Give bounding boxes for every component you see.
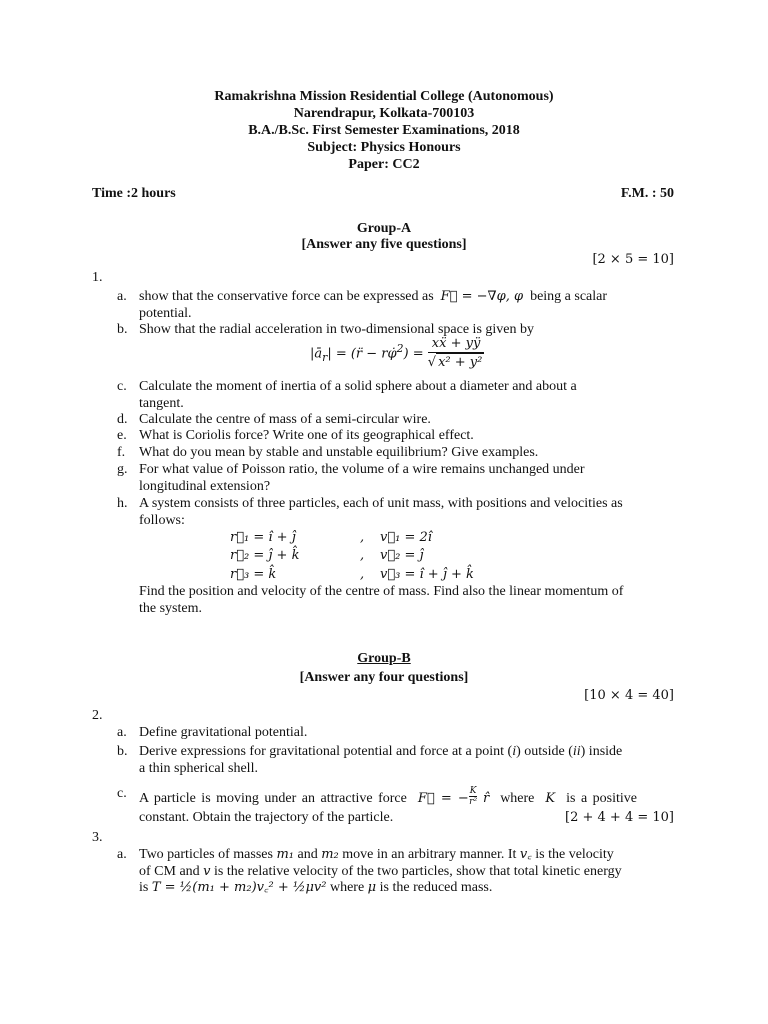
eq-sub: r <box>322 351 328 365</box>
exam-name: B.A./B.Sc. First Semester Examinations, 2018 <box>248 123 520 138</box>
kinetic-energy-formula: T = ½(m₁ + m₂)v꜀² + ½μv² <box>151 880 327 895</box>
radial-acceleration-equation <box>310 336 484 372</box>
item-text-cont: longitudinal extension? <box>139 478 271 494</box>
item-text: A particle is moving under an attractive force <box>139 791 407 806</box>
time-allowed: Time :2 hours <box>92 186 176 201</box>
velocity-vector-1: v⃗₁ = 2î <box>380 530 432 545</box>
item-label: c. <box>117 786 127 801</box>
item-text: is <box>139 880 149 895</box>
mass-2: m₂ <box>321 847 339 862</box>
cm-velocity: v꜀ <box>519 847 532 862</box>
question-2-marks: [2 + 4 + 4 = 10] <box>565 810 674 825</box>
item-text-cont: constant. Obtain the trajectory of the particle. <box>139 810 394 825</box>
eq-numerator: xẍ + yÿ <box>428 336 485 353</box>
position-vector-3: r⃗₃ = k̂ <box>230 567 277 582</box>
item-text: and <box>297 847 318 862</box>
group-b-marks: [10 × 4 = 40] <box>584 688 674 703</box>
question-1-number: 1. <box>92 270 103 285</box>
group-a-marks: [2 × 5 = 10] <box>592 252 674 267</box>
conservative-force-formula: F⃗ = −∇φ, φ <box>440 289 524 304</box>
item-text-cont: tangent. <box>139 395 184 411</box>
item-label: e. <box>117 428 127 443</box>
velocity-vector-3: v⃗₃ = î + ĵ + k̂ <box>380 567 474 582</box>
item-text: Define gravitational potential. <box>139 725 308 740</box>
item-label: a. <box>117 847 127 862</box>
mass-1: m₁ <box>276 847 294 862</box>
item-text: where <box>500 791 535 806</box>
unit-radial-vector: r̂ <box>482 791 490 806</box>
item-text-end2: the system. <box>139 600 202 616</box>
eq-sup: 2 <box>396 342 404 356</box>
eq-mid: | = (r̈ − rφ̇ <box>327 346 397 362</box>
constant-k: K <box>545 791 556 806</box>
item-label: b. <box>117 322 128 337</box>
item-text: Two particles of masses <box>139 847 273 862</box>
item-label: h. <box>117 496 128 511</box>
roman-i: i <box>512 744 517 759</box>
item-label: f. <box>117 445 126 460</box>
item-text-cont: a thin spherical shell. <box>139 760 258 776</box>
vector-separator: , <box>360 548 365 563</box>
item-text: where <box>329 880 365 895</box>
item-text: of CM and <box>139 863 200 879</box>
item-text: Calculate the centre of mass of a semi-circular wire. <box>139 412 431 427</box>
item-text: What is Coriolis force? Write one of its geographical effect. <box>139 428 474 443</box>
position-vector-1: r⃗₁ = î + ĵ <box>230 530 296 545</box>
eq-denominator: x² + y² <box>438 355 483 370</box>
group-b-instruction: [Answer any four questions] <box>299 670 469 685</box>
velocity-vector-2: v⃗₂ = ĵ <box>380 548 424 563</box>
item-text: Show that the radial acceleration in two-dimensional space is given by <box>139 322 534 337</box>
paper: Paper: CC2 <box>348 157 420 172</box>
item-text: is a positive <box>566 791 637 806</box>
question-2-number: 2. <box>92 708 103 723</box>
item-text: ) inside <box>580 744 623 759</box>
eq-fraction: $\frac{\text{xẍ + yÿ}}{\text{√ x² + y²}}$ <box>427 336 483 370</box>
item-text: Derive expressions for gravitational potential and force at a point ( <box>139 744 513 759</box>
group-b-title: Group-B <box>357 651 411 666</box>
roman-ii: ii <box>572 744 581 759</box>
item-text-end1: Find the position and velocity of the centre of mass. Find also the linear momentum of <box>139 584 624 599</box>
item-label: g. <box>117 462 128 477</box>
item-label: c. <box>117 379 127 394</box>
item-text: What do you mean by stable and unstable equilibrium? Give examples. <box>139 445 539 460</box>
vector-separator: , <box>360 530 365 545</box>
eq-close: ) = <box>403 346 424 362</box>
item-text-cont: follows: <box>139 512 185 528</box>
eq-lhs: |ā <box>310 346 323 362</box>
item-text: For what value of Poisson ratio, the volume of a wire remains unchanged under <box>139 462 585 477</box>
item-text: move in an arbitrary manner. It <box>342 847 517 862</box>
relative-velocity: v <box>203 863 211 879</box>
item-text: is the reduced mass. <box>379 880 493 895</box>
item-text: is the relative velocity of the two particles, show that total kinetic energy <box>214 863 622 879</box>
subject: Subject: Physics Honours <box>307 140 461 155</box>
item-text-post: being a scalar <box>530 289 608 304</box>
position-vector-2: r⃗₂ = ĵ + k̂ <box>230 548 300 563</box>
college-name: Ramakrishna Mission Residential College (Autonomous) <box>214 89 554 104</box>
item-label: a. <box>117 289 127 304</box>
group-a-instruction: [Answer any five questions] <box>301 237 467 252</box>
exam-header <box>0 88 768 173</box>
item-label: a. <box>117 725 127 740</box>
group-a-title: Group-A <box>356 221 412 236</box>
item-text-cont: potential. <box>139 305 192 321</box>
force-denominator: r² <box>469 797 478 807</box>
vector-separator: , <box>360 567 365 582</box>
item-text: A system consists of three particles, each of unit mass, with positions and velocities as <box>139 496 623 511</box>
item-text: is the velocity <box>535 847 614 862</box>
item-label: b. <box>117 744 128 759</box>
attractive-force-formula: F⃗ = − <box>417 791 469 806</box>
force-numerator: K <box>469 786 477 796</box>
college-address: Narendrapur, Kolkata-700103 <box>293 106 475 121</box>
item-text: show that the conservative force can be expressed as <box>139 289 434 304</box>
question-3-number: 3. <box>92 830 103 845</box>
item-label: d. <box>117 412 128 427</box>
item-text: ) outside ( <box>516 744 573 759</box>
reduced-mass-symbol: μ <box>367 880 377 895</box>
item-text: Calculate the moment of inertia of a solid sphere about a diameter and about a <box>139 379 577 394</box>
full-marks: F.M. : 50 <box>620 186 674 201</box>
